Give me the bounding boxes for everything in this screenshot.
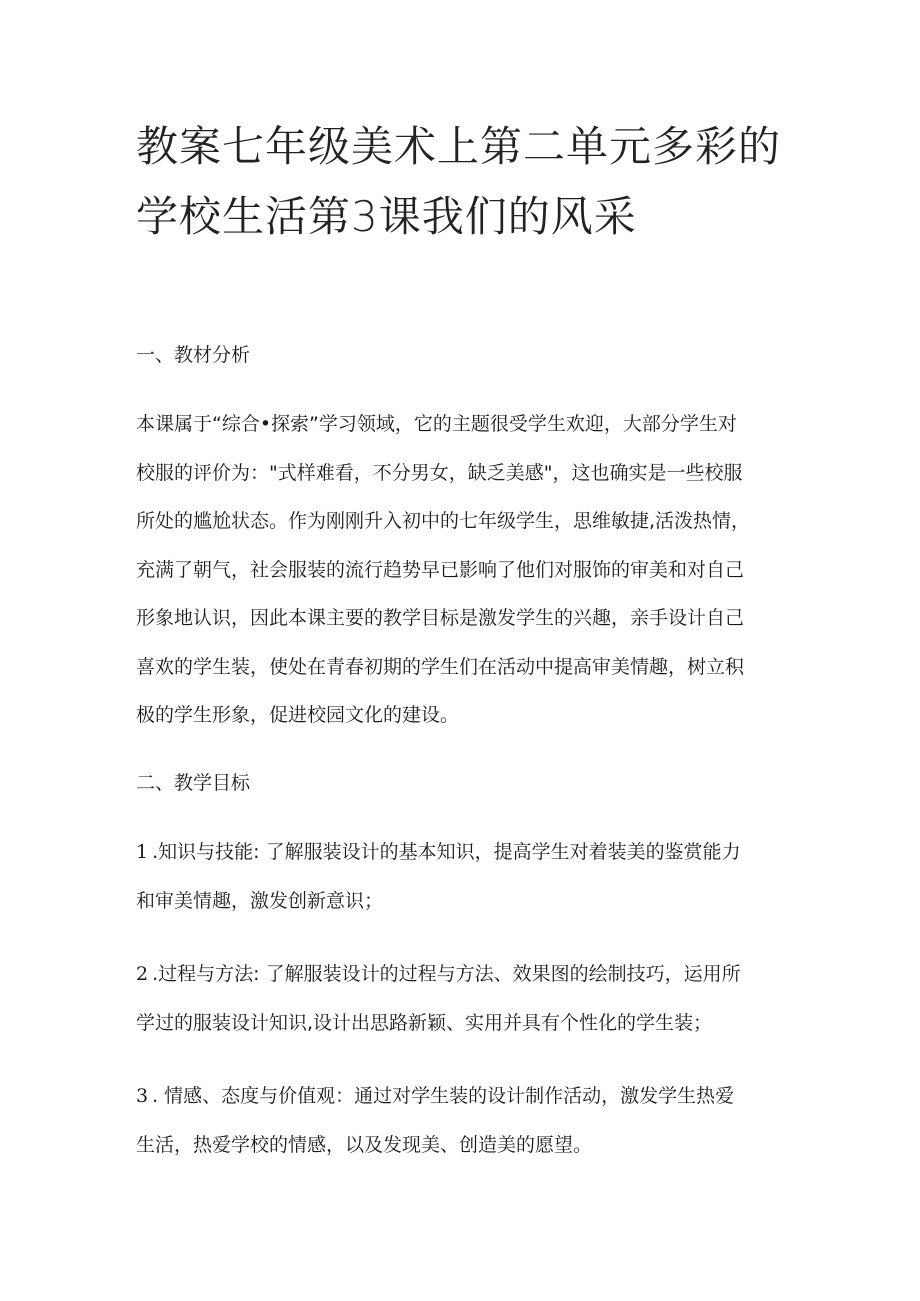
objective-line: 生活，热爱学校的情感，以及发现美、创造美的愿望。 xyxy=(136,1133,593,1156)
objective-number: 2 xyxy=(136,963,149,985)
section-heading-textbook-analysis: 一、教材分析 xyxy=(136,344,251,366)
textbook-analysis-paragraph xyxy=(136,400,786,740)
objective-line xyxy=(136,950,786,999)
objective-text: .过程与方法: 了解服装设计的过程与方法、效果图的绘制技巧，运用所 xyxy=(152,963,741,985)
objective-item-3 xyxy=(136,1072,786,1169)
objective-text: . 情感、态度与价值观：通过对学生装的设计制作活动，激发学生热爱 xyxy=(152,1085,735,1107)
paragraph-line: 本课属于“综合•探索”学习领域，它的主题很受学生欢迎，大部分学生对 xyxy=(136,413,737,435)
document-title xyxy=(136,112,796,252)
paragraph-line: 形象地认识，因此本课主要的教学目标是激发学生的兴趣，亲手设计自己 xyxy=(136,607,745,629)
section-heading-teaching-objectives: 二、教学目标 xyxy=(136,772,251,794)
objective-line xyxy=(136,828,786,877)
paragraph-line: 极的学生形象，促进校园文化的建设。 xyxy=(136,704,460,726)
objective-number: 3 xyxy=(136,1085,149,1107)
title-line-1: 教案七年级美术上第二单元多彩的 xyxy=(136,122,782,171)
paragraph-line: 校服的评价为："式样难看，不分男女，缺乏美感"，这也确实是一些校服 xyxy=(136,461,743,484)
paragraph-line: 充满了朝气，社会服装的流行趋势早已影响了他们对服饰的审美和对自己 xyxy=(136,558,745,581)
objective-item-1 xyxy=(136,828,786,925)
objective-line xyxy=(136,1072,786,1121)
objective-item-2 xyxy=(136,950,786,1047)
paragraph-line: 喜欢的学生装，使处在青春初期的学生们在活动中提高审美情趣，树立积 xyxy=(136,655,745,678)
objective-line: 学过的服装设计知识,设计出思路新颖、实用并具有个性化的学生装； xyxy=(136,1011,713,1034)
title-line-2: 学校生活第3课我们的风采 xyxy=(136,192,637,241)
objective-number: 1 xyxy=(136,841,149,863)
paragraph-line: 所处的尴尬状态。作为刚刚升入初中的七年级学生，思维敏捷,活泼热情， xyxy=(136,510,751,532)
objective-line: 和审美情趣，激发创新意识； xyxy=(136,889,384,912)
objective-text: .知识与技能: 了解服装设计的基本知识，提高学生对着装美的鉴赏能力 xyxy=(152,841,741,863)
